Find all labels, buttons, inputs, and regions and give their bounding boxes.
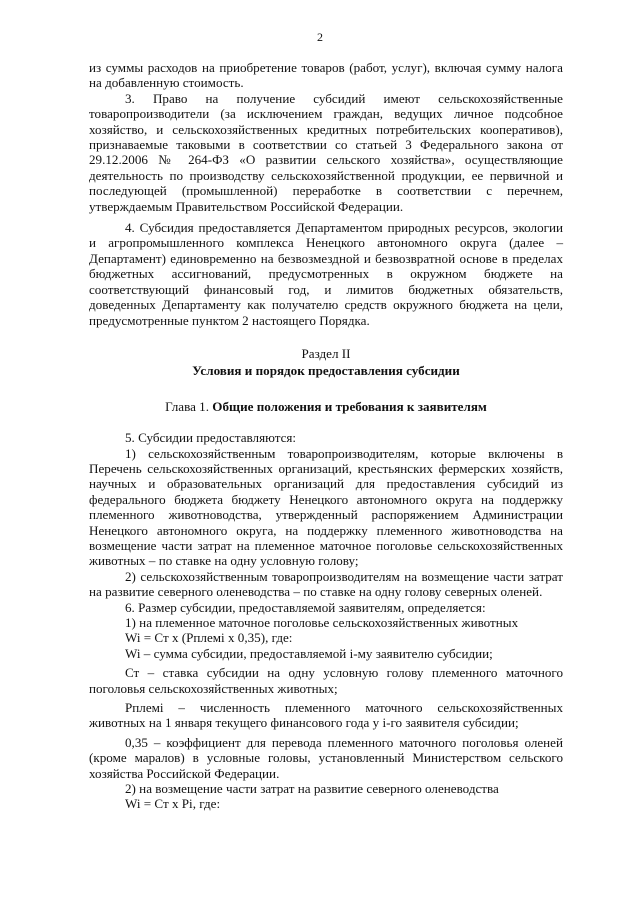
definition-st: Ст – ставка субсидии на одну условную голову племенного маточного поголовья сельскохозяйственных животных; [89,665,563,696]
paragraph-5-2: 2) сельскохозяйственным товаропроизводителям на возмещение части затрат на развитие северного оленеводства – по ставке на одну голову северных оленей. [89,568,563,600]
chapter-title: Общие положения и требования к заявителям [212,398,487,414]
formula-1: Wi = Ст х (Рплемi х 0,35), где: [125,630,293,646]
definition-wi: Wi – сумма субсидии, предоставляемой i-му заявителю субсидии; [125,645,493,661]
paragraph-5: 5. Субсидии предоставляются: [125,430,297,446]
paragraph-4: 4. Субсидия предоставляется Департаментом природных ресурсов, экологии и агропромышленного комплекса Ненецкого автономного округа (далее – Департамент) единовременно на безвозмездной и безвозвратной основе в пределах бюджетных ассигнований, предусмотренных в окружном бюджете на соответствующий финансовый год, и лимитов бюджетных обязательств, доведенных Департаменту как получателю средств окружного бюджета на цели, предусмотренные пунктом 2 настоящего Порядка. [89,220,563,328]
paragraph-6-1: 1) на племенное маточное поголовье сельскохозяйственных животных [125,615,519,630]
formula-2: Wi = Ст х Рi, где: [125,796,221,812]
chapter-prefix: Глава 1. [165,398,209,414]
document-body [89,60,563,812]
paragraph-continuation: из суммы расходов на приобретение товаров (работ, услуг), включая сумму налога на добавленную стоимость. [89,60,563,91]
definition-coefficient: 0,35 – коэффициент для перевода племенного маточного поголовья оленей (кроме маралов) в условные головы, установленный Министерством сельского хозяйства Российской Федерации. [89,734,563,781]
paragraph-6: 6. Размер субсидии, предоставляемой заявителям, определяется: [125,599,486,615]
section-title: Условия и порядок предоставления субсидии [192,363,460,379]
paragraph-3: 3. Право на получение субсидий имеют сельскохозяйственные товаропроизводители (за исключением граждан, ведущих личное подсобное хозяйство, и сельскохозяйственных кредитных потребительских кооперативов), признаваемые таковыми в соответствии со статьей 3 Федерального закона от 29.12.2006 № 264-ФЗ «О развитии сельского хозяйства», осуществляющие деятельность по производству сельскохозяйственной продукции, ее первичной и последующей (промышленной) переработке в соответствии с перечнем, утверждаемым Правительством Российской Федерации. [89,90,563,214]
section-label: Раздел II [301,345,351,361]
page-number: 2 [317,30,323,44]
paragraph-6-2: 2) на возмещение части затрат на развитие северного оленеводства [125,781,499,797]
chapter-heading [89,399,563,414]
paragraph-5-1: 1) сельскохозяйственным товаропроизводителям, которые включены в Перечень сельскохозяйственных организаций, крестьянских фермерских хозяйств, научных и образовательных организаций для предоставления субсидий из федерального бюджета бюджету Ненецкого автономного округа на поддержку племенного животноводства, утвержденный распоряжением Администрации Ненецкого автономного округа, на поддержку племенного животноводства на возмещение части затрат на племенное маточное поголовье сельскохозяйственных животных – по ставке на одну условную голову; [89,445,563,569]
definition-rplem: Рплемi – численность племенного маточного сельскохозяйственных животных на 1 января текущего финансового года у i-го заявителя субсидии; [89,700,563,731]
